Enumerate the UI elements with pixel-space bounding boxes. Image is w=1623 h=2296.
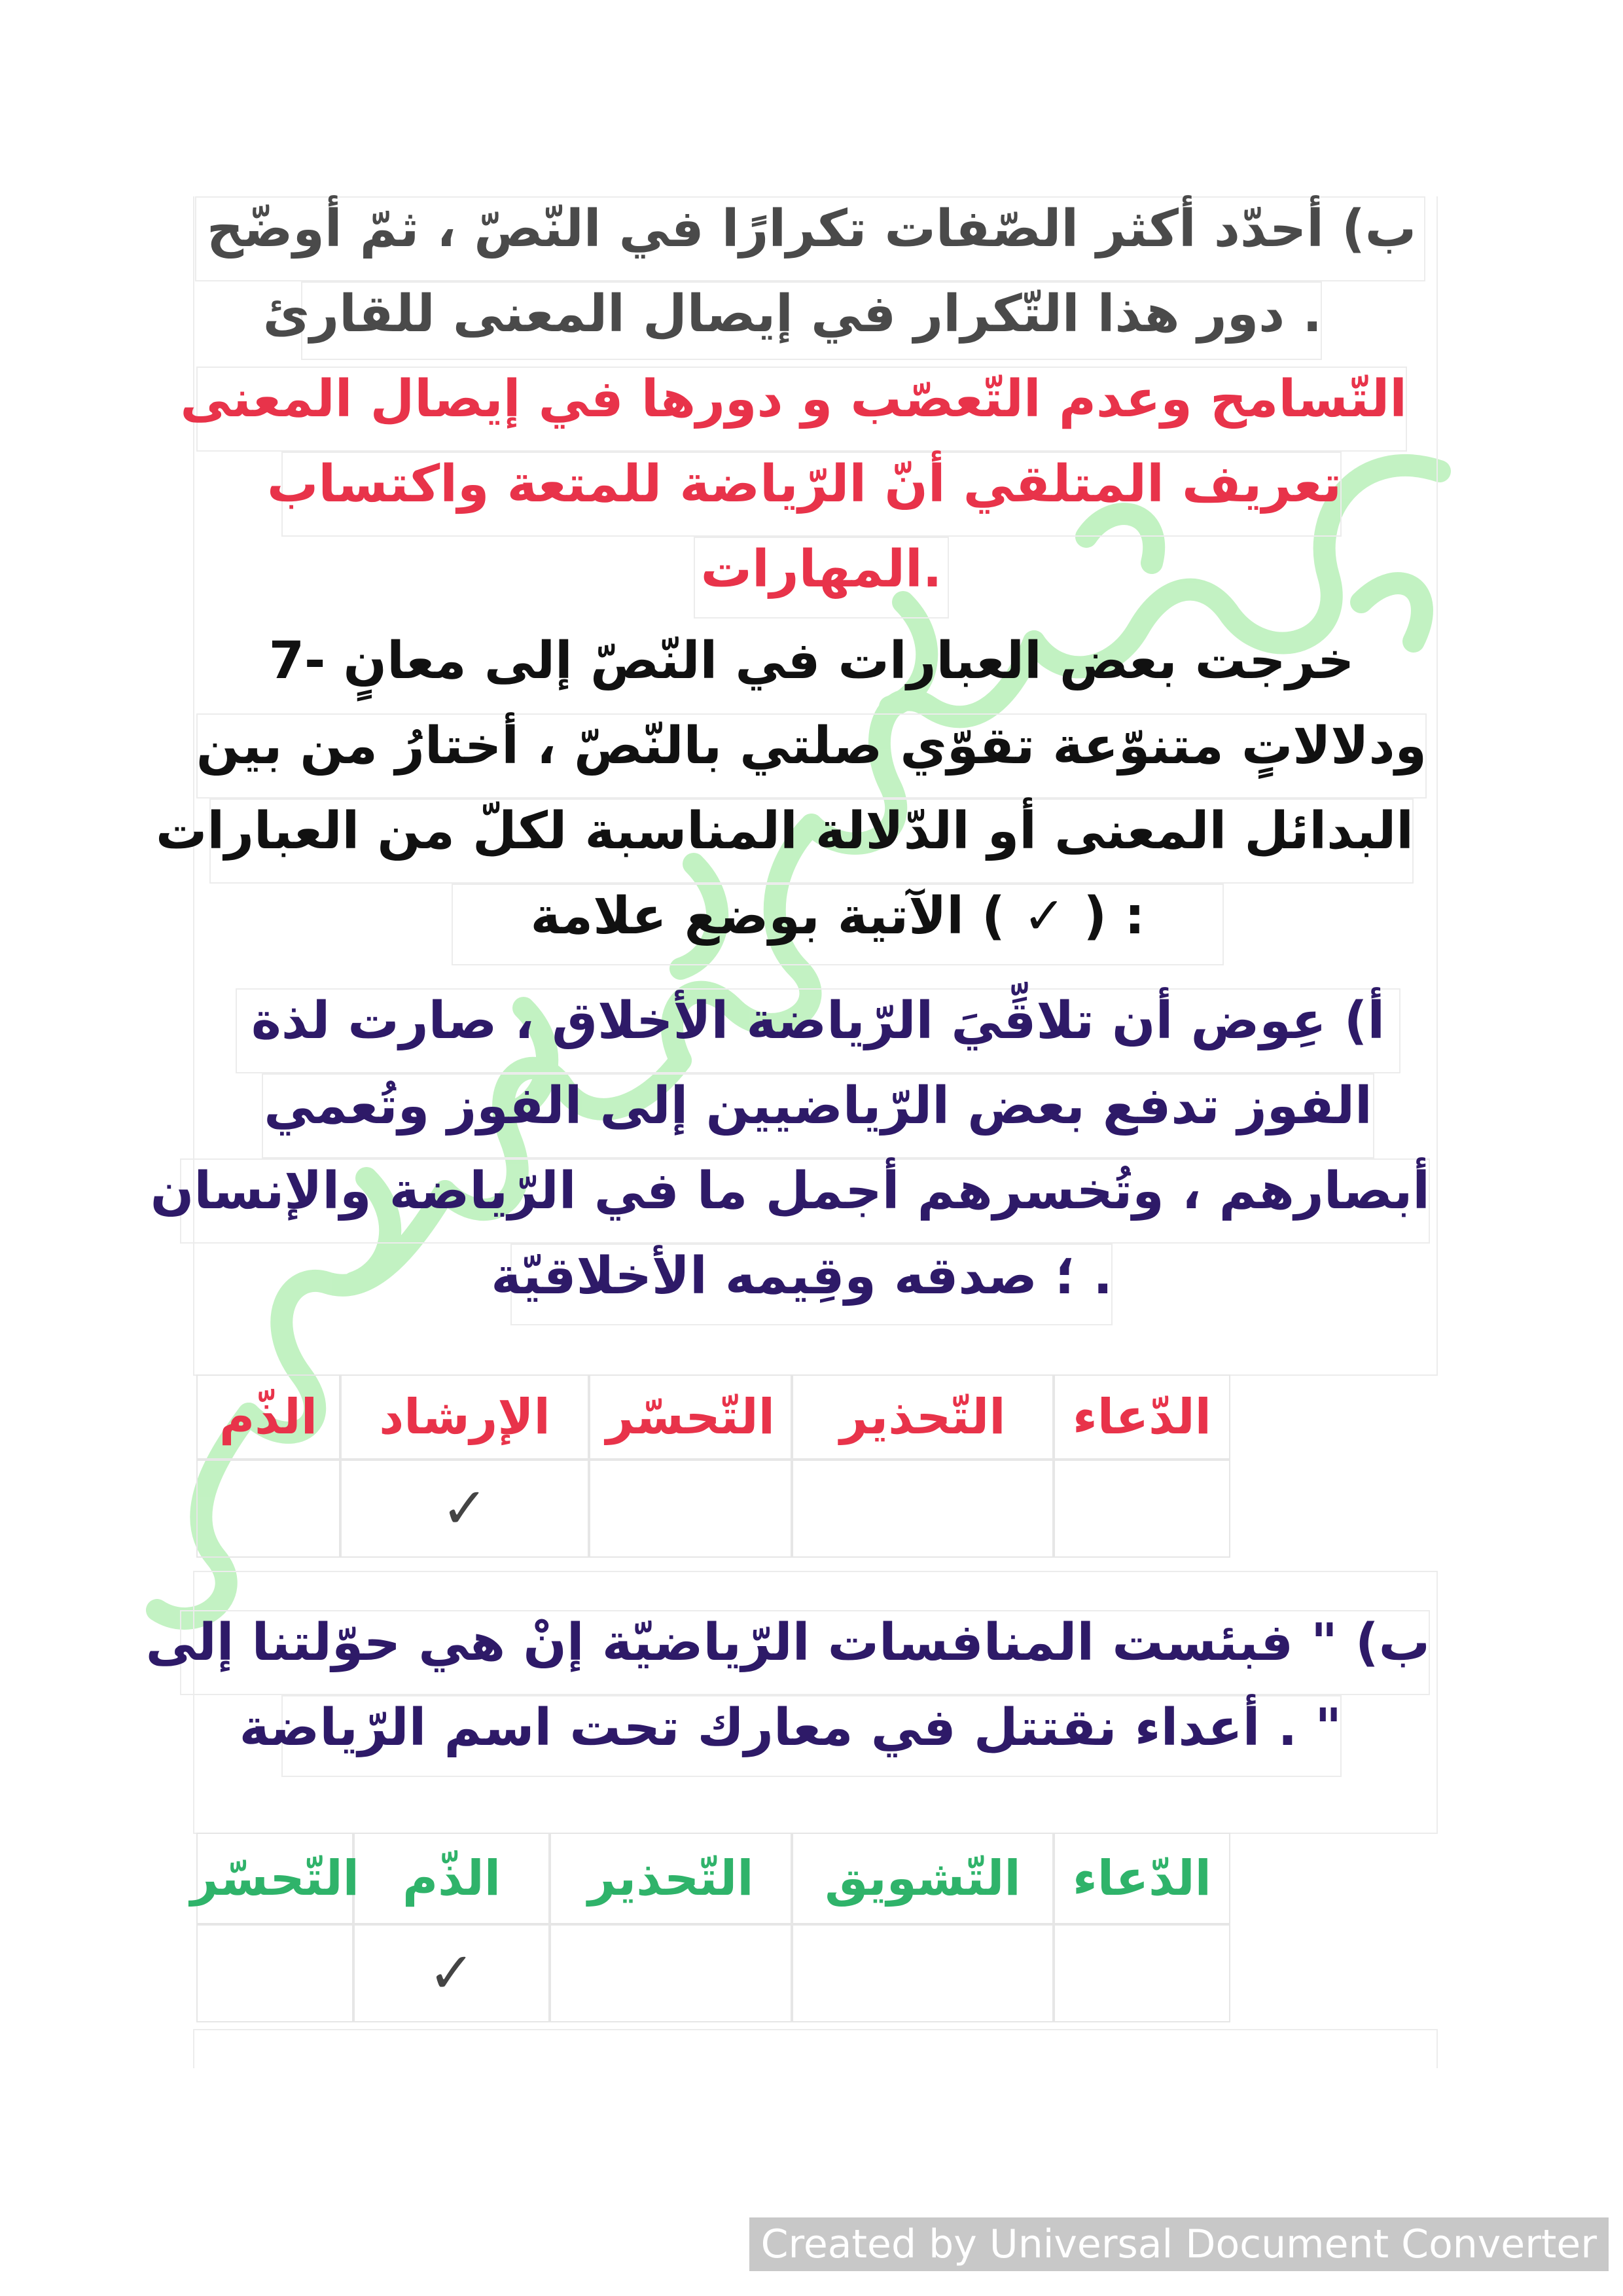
option-cell: الدّعاء: [1054, 1374, 1230, 1460]
mark-cell[interactable]: [550, 1924, 792, 2022]
mark-cell[interactable]: [196, 1924, 353, 2022]
option-cell: التّحذير: [792, 1374, 1054, 1460]
option-cell: التّحسّر: [589, 1374, 792, 1460]
answer-line2: تعريف المتلقي أنّ الرّياضة للمتعة واكتساب: [267, 455, 1342, 514]
answer-line3: .المهارات: [700, 540, 942, 599]
mark-cell[interactable]: ✓: [353, 1924, 550, 2022]
option-cell: التّحسّر: [196, 1833, 353, 1924]
option-cell: الذّم: [353, 1833, 550, 1924]
mark-cell[interactable]: [792, 1924, 1054, 2022]
question-b-line1: ب) أحدّد أكثر الصّفات تكرارًا في النّصّ ، ثمّ أوضّح: [206, 200, 1417, 259]
question-7-line1: خرجت بعض العبارات في النّصّ إلى معانٍ -7: [268, 632, 1355, 691]
item-b-line2: " . أعداء نقتتل في معارك تحت اسم الرّياضة: [239, 1698, 1342, 1757]
mark-cell[interactable]: [196, 1460, 340, 1558]
question-7-line4: : ( ✓ ) الآتية بوضع علامة: [530, 887, 1145, 946]
option-cell: الذّم: [196, 1374, 340, 1460]
option-cell: الدّعاء: [1054, 1833, 1230, 1924]
item-a-line3: أبصارهم ، وتُخسرهم أجمل ما في الرّياضة والإنسان: [150, 1162, 1430, 1221]
mark-cell[interactable]: [589, 1460, 792, 1558]
mark-cell[interactable]: ✓: [340, 1460, 589, 1558]
mark-cell[interactable]: [792, 1460, 1054, 1558]
option-cell: التّحذير: [550, 1833, 792, 1924]
mark-cell[interactable]: [1054, 1460, 1230, 1558]
converter-footer: Created by Universal Document Converter: [749, 2217, 1609, 2271]
options-table-1: [196, 1374, 1230, 1558]
mark-cell[interactable]: [1054, 1924, 1230, 2022]
item-b-line1: ب) " فبئست المنافسات الرّياضيّة إنْ هي حوّلتنا إلى: [145, 1613, 1430, 1672]
answer-line1: التّسامح وعدم التّعصّب و دورها في إيصال المعنى: [180, 370, 1407, 429]
item-a-line4: . ؛ صدقه وقِيمه الأخلاقيّة: [491, 1247, 1113, 1306]
item-a-line2: الفوز تدفع بعض الرّياضيين إلى الفوز وتُعمي: [264, 1077, 1372, 1136]
option-cell: الإرشاد: [340, 1374, 589, 1460]
question-b-line2: . دور هذا التّكرار في إيصال المعنى للقارئ: [262, 285, 1322, 344]
options-table-2: [190, 1833, 1230, 2022]
option-cell: التّشويق: [792, 1833, 1054, 1924]
question-7-line2: ودلالاتٍ متنوّعة تقوّي صلتي بالنّصّ ، أختارُ من بين: [196, 717, 1427, 776]
question-7-line3: البدائل المعنى أو الدّلالة المناسبة لكلّ من العبارات: [156, 802, 1414, 861]
item-a-line1: أ) عِوض أن تلاقِّيَ الرّياضة الأخلاق ، صارت لذة: [251, 992, 1385, 1050]
